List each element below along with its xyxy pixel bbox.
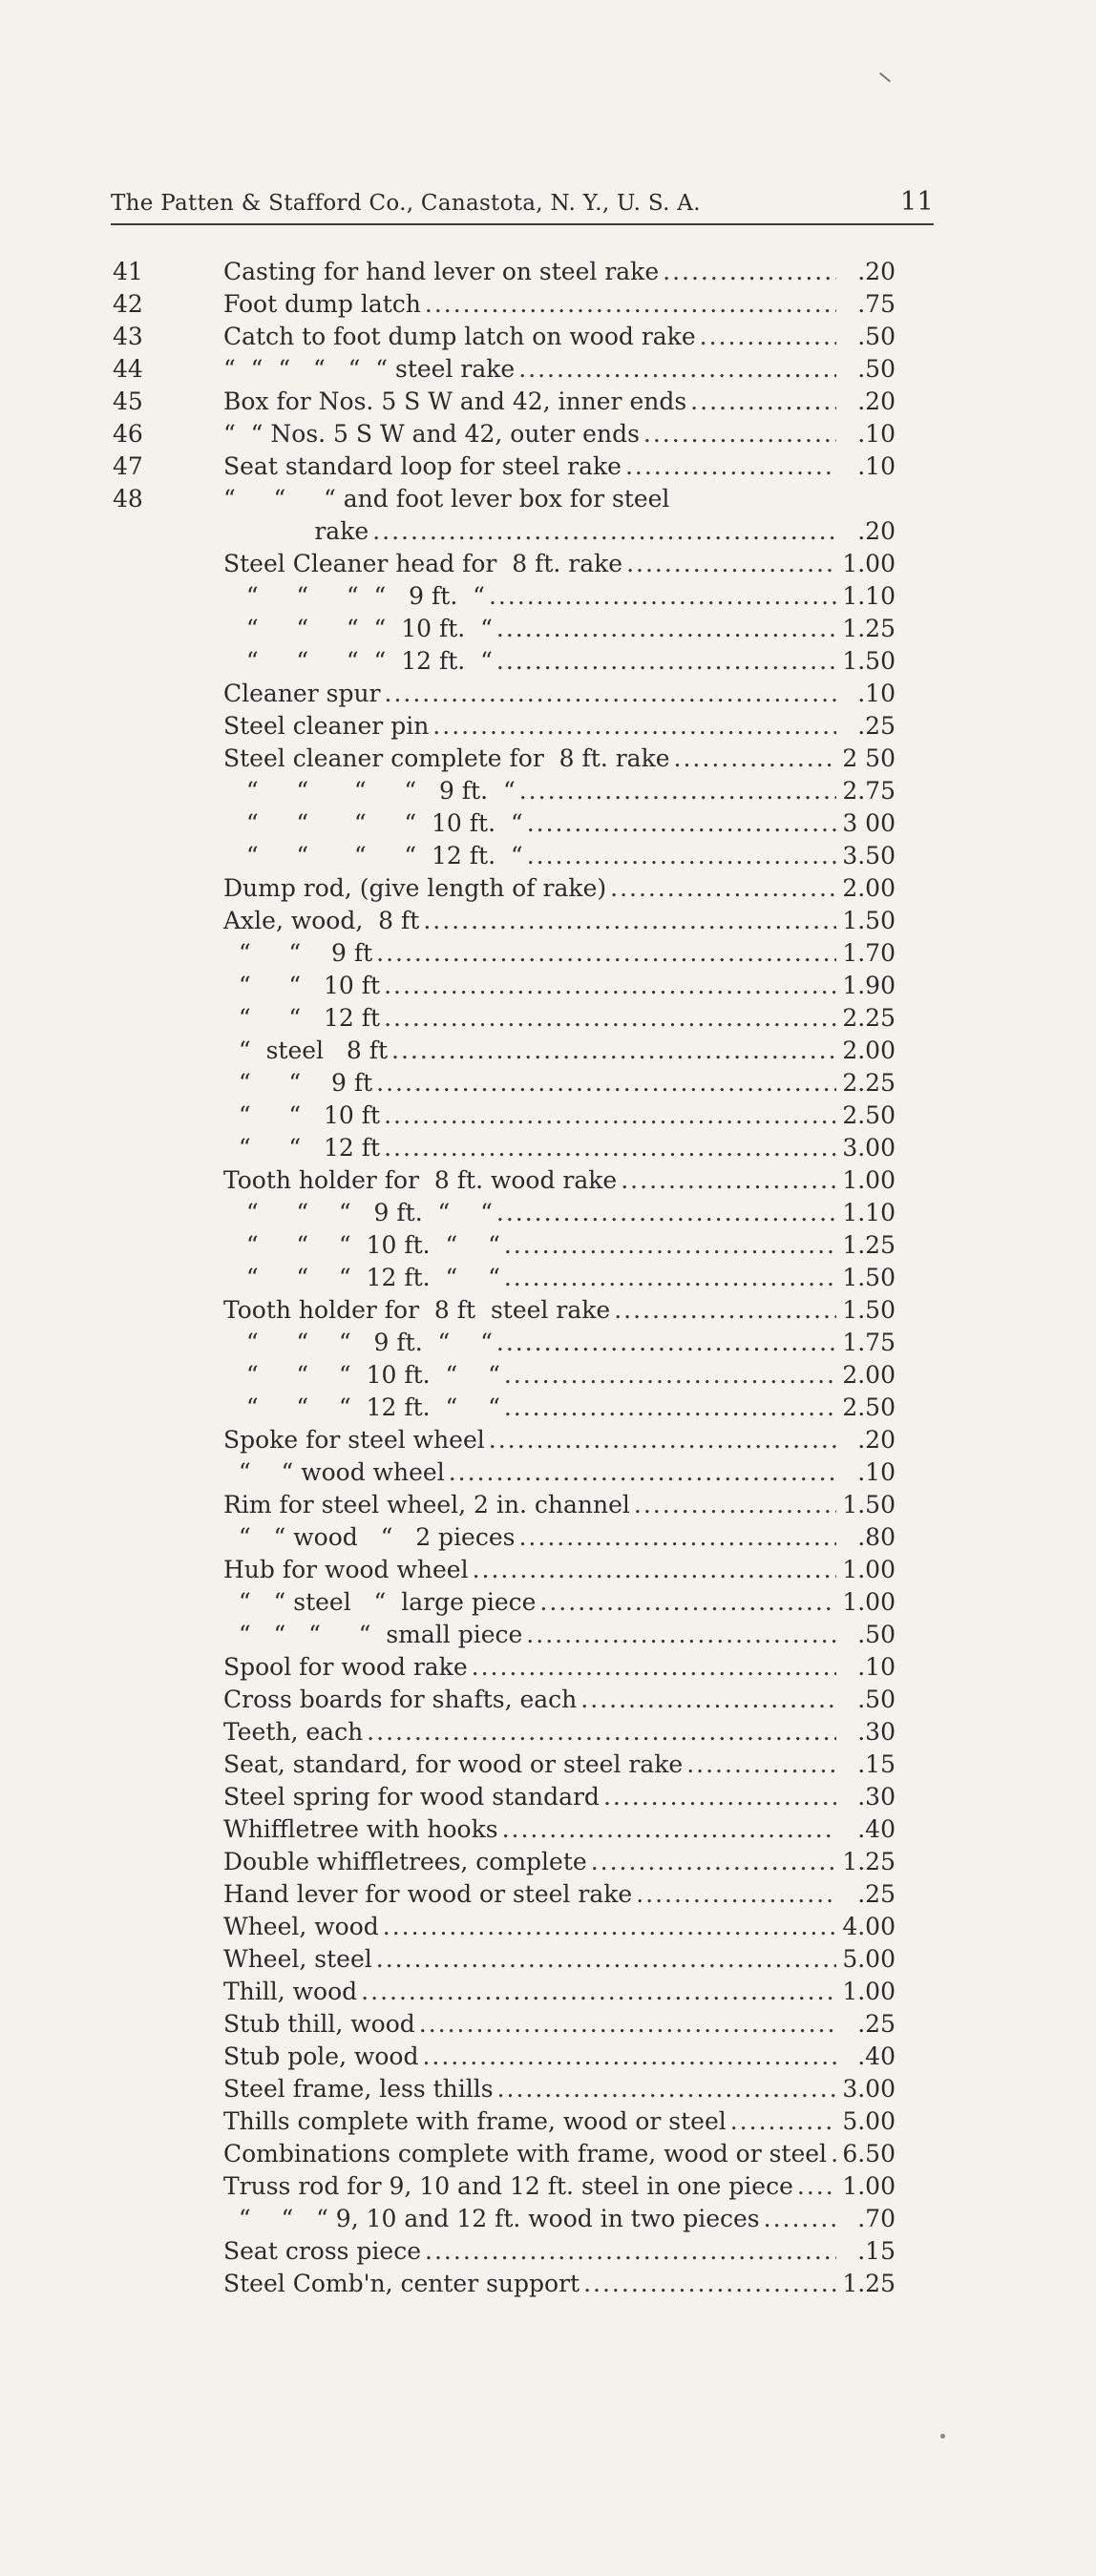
item-price: 1.50 <box>842 1491 896 1518</box>
list-item <box>113 645 896 678</box>
item-description: “ “ “ “ 9 ft. “ <box>223 582 485 610</box>
leader-dots <box>385 678 836 710</box>
item-price: .20 <box>857 258 896 285</box>
leader-dots <box>422 2041 836 2073</box>
item-description: Teeth, each <box>223 1718 364 1746</box>
item-description: “ “ 12 ft <box>223 1134 381 1162</box>
list-item <box>113 1976 896 2008</box>
leader-dots <box>614 1294 836 1327</box>
leader-dots <box>527 807 836 840</box>
list-item <box>113 970 896 1002</box>
item-price: .20 <box>857 1426 896 1454</box>
list-item <box>113 483 896 515</box>
item-price: .15 <box>857 1750 896 1778</box>
leader-dots <box>391 1035 836 1067</box>
list-item <box>113 1327 896 1359</box>
item-description: Rim for steel wheel, 2 in. channel <box>223 1491 630 1518</box>
item-description: Hand lever for wood or steel rake <box>223 1880 633 1908</box>
item-price: 1.00 <box>842 1556 896 1583</box>
item-price: 1.50 <box>842 907 896 934</box>
list-item <box>113 353 896 386</box>
item-description: “ “ “ “ 10 ft. “ <box>223 809 523 837</box>
list-item <box>113 321 896 353</box>
item-description: Spool for wood rake <box>223 1653 468 1681</box>
leader-dots <box>764 2203 836 2235</box>
item-price: 1.90 <box>842 972 896 999</box>
item-price: .10 <box>857 1653 896 1681</box>
item-description: Catch to foot dump latch on wood rake <box>223 323 696 350</box>
item-price: .70 <box>857 2205 896 2232</box>
leader-dots <box>425 2235 836 2268</box>
item-description: Whiffletree with hooks <box>223 1815 498 1843</box>
item-description: Steel Cleaner head for 8 ft. rake <box>223 550 623 577</box>
item-description: “ “ 9 ft <box>223 939 373 967</box>
page-header <box>111 187 934 217</box>
leader-dots <box>419 2008 836 2041</box>
item-description: “ “ steel “ large piece <box>223 1588 537 1616</box>
item-number: 45 <box>113 387 143 415</box>
list-item <box>113 1813 896 1846</box>
leader-dots <box>626 548 836 580</box>
list-item <box>113 1749 896 1781</box>
list-item <box>113 1911 896 1943</box>
item-price: 1.00 <box>842 1978 896 2005</box>
item-description: Steel frame, less thills <box>223 2075 494 2103</box>
list-item <box>113 1846 896 1878</box>
item-description: “ “ 10 ft <box>223 972 381 999</box>
item-description: “ “ “ “ 10 ft. “ <box>223 615 493 642</box>
list-item <box>113 1100 896 1132</box>
leader-dots <box>497 2073 836 2105</box>
item-price: .10 <box>857 1458 896 1486</box>
item-description: Truss rod for 9, 10 and 12 ft. steel in one piece <box>223 2172 793 2200</box>
leader-dots <box>432 710 836 743</box>
list-item <box>113 1262 896 1294</box>
item-description: “ “ “ 10 ft. “ “ <box>223 1231 500 1259</box>
list-item <box>113 1359 896 1392</box>
item-price: 2.00 <box>842 1037 896 1064</box>
list-item <box>113 840 896 872</box>
item-description: Thills complete with frame, wood or steel <box>223 2107 727 2135</box>
item-description: “ “ 10 ft <box>223 1101 381 1129</box>
item-description: Cross boards for shafts, each <box>223 1686 578 1713</box>
page-mark <box>879 73 891 83</box>
item-description: “ “ “ “ 12 ft. “ <box>223 647 493 675</box>
list-item <box>113 1716 896 1749</box>
item-description: Tooth holder for 8 ft. wood rake <box>223 1166 618 1194</box>
list-item <box>113 1489 896 1521</box>
list-item <box>113 807 896 840</box>
item-description: “ “ “ 12 ft. “ “ <box>223 1264 500 1291</box>
leader-dots <box>636 1878 836 1911</box>
item-description: “ “ “ “ 9 ft. “ <box>223 777 516 805</box>
item-price: 3 00 <box>842 809 896 837</box>
header-rule <box>111 223 934 225</box>
list-item <box>113 1132 896 1164</box>
item-price: .40 <box>857 2042 896 2070</box>
list-item <box>113 1943 896 1976</box>
item-description: “ “ 9 ft <box>223 1069 373 1097</box>
item-description: Cleaner spur <box>223 680 381 707</box>
item-price: 2.00 <box>842 1361 896 1389</box>
item-description: Dump rod, (give length of rake) <box>223 874 607 902</box>
list-item <box>113 256 896 288</box>
list-item <box>113 548 896 580</box>
item-description: “ “ “ “ 12 ft. “ <box>223 842 523 869</box>
leader-dots <box>591 1846 836 1878</box>
list-item <box>113 515 896 548</box>
item-description: “ “ “ 9 ft. “ “ <box>223 1329 493 1356</box>
item-description: “ “ “ 12 ft. “ “ <box>223 1393 500 1421</box>
list-item <box>113 386 896 418</box>
item-description: Seat cross piece <box>223 2237 422 2265</box>
leader-dots <box>496 1197 836 1229</box>
leader-dots <box>449 1456 836 1489</box>
leader-dots <box>489 580 836 613</box>
item-price: 1.50 <box>842 647 896 675</box>
item-price: .50 <box>857 1621 896 1648</box>
leader-dots <box>526 1619 836 1651</box>
list-item <box>113 1164 896 1197</box>
item-description: rake <box>223 517 369 545</box>
leader-dots <box>361 1976 836 2008</box>
item-price: .10 <box>857 420 896 448</box>
leader-dots <box>384 1002 836 1035</box>
item-description: “ “ wood “ 2 pieces <box>223 1523 516 1551</box>
item-description: Combinations complete with frame, wood or steel <box>223 2140 828 2168</box>
item-price: .80 <box>857 1523 896 1551</box>
item-price: .20 <box>857 387 896 415</box>
item-description: Spoke for steel wheel <box>223 1426 485 1454</box>
list-item <box>113 2105 896 2138</box>
list-item <box>113 1424 896 1456</box>
leader-dots <box>504 1229 836 1262</box>
leader-dots <box>730 2105 836 2138</box>
item-description: Steel cleaner complete for 8 ft. rake <box>223 744 670 772</box>
leader-dots <box>384 1100 836 1132</box>
leader-dots <box>384 970 836 1002</box>
list-item <box>113 450 896 483</box>
item-price: .25 <box>857 1880 896 1908</box>
leader-dots <box>539 1586 836 1619</box>
item-price: 1.00 <box>842 1588 896 1616</box>
item-price: 1.50 <box>842 1296 896 1324</box>
list-item <box>113 1002 896 1035</box>
item-price: 2.25 <box>842 1004 896 1032</box>
item-price: 3.00 <box>842 2075 896 2103</box>
item-price: 2.50 <box>842 1101 896 1129</box>
item-number: 47 <box>113 452 143 480</box>
item-description: Hub for wood wheel <box>223 1556 469 1583</box>
item-price: .10 <box>857 680 896 707</box>
list-item <box>113 1878 896 1911</box>
item-price: 6.50 <box>842 2140 896 2168</box>
leader-dots <box>472 1651 836 1684</box>
list-item <box>113 872 896 905</box>
list-item <box>113 1197 896 1229</box>
item-price: .50 <box>857 323 896 350</box>
item-price: .30 <box>857 1783 896 1811</box>
item-description: “ “ “ “ small piece <box>223 1621 523 1648</box>
parts-price-list <box>113 256 896 2300</box>
list-item <box>113 775 896 807</box>
leader-dots <box>496 613 836 645</box>
list-item <box>113 288 896 321</box>
item-description: Seat, standard, for wood or steel rake <box>223 1750 684 1778</box>
list-item <box>113 2008 896 2041</box>
leader-dots <box>700 321 836 353</box>
item-description: Seat standard loop for steel rake <box>223 452 622 480</box>
leader-dots <box>496 1327 836 1359</box>
list-item <box>113 2073 896 2105</box>
list-item <box>113 1456 896 1489</box>
list-item <box>113 905 896 937</box>
item-price: 1.25 <box>842 1231 896 1259</box>
item-description: Stub pole, wood <box>223 2042 419 2070</box>
item-price: .50 <box>857 1686 896 1713</box>
leader-dots <box>686 1749 836 1781</box>
leader-dots <box>372 515 836 548</box>
list-item <box>113 2041 896 2073</box>
item-price: 1.00 <box>842 550 896 577</box>
item-price: 1.10 <box>842 582 896 610</box>
item-number: 42 <box>113 290 143 318</box>
item-number: 43 <box>113 323 143 350</box>
leader-dots <box>831 2138 836 2170</box>
item-price: 2.75 <box>842 777 896 805</box>
leader-dots <box>504 1262 836 1294</box>
leader-dots <box>583 2268 836 2300</box>
list-item <box>113 1781 896 1813</box>
list-item <box>113 613 896 645</box>
leader-dots <box>610 872 836 905</box>
item-price: .40 <box>857 1815 896 1843</box>
leader-dots <box>384 1132 836 1164</box>
page-mark <box>940 2434 945 2439</box>
leader-dots <box>376 937 836 970</box>
leader-dots <box>797 2170 836 2203</box>
item-description: Wheel, steel <box>223 1945 372 1973</box>
leader-dots <box>473 1554 836 1586</box>
page-number: 11 <box>900 187 934 217</box>
item-price: .15 <box>857 2237 896 2265</box>
item-number: 46 <box>113 420 143 448</box>
item-price: 2.25 <box>842 1069 896 1097</box>
list-item <box>113 937 896 970</box>
item-description: Steel spring for wood standard <box>223 1783 600 1811</box>
item-price: 1.50 <box>842 1264 896 1291</box>
item-description: Double whiffletrees, complete <box>223 1848 587 1875</box>
item-description: “ “ wood wheel <box>223 1458 445 1486</box>
item-description: Steel cleaner pin <box>223 712 430 740</box>
item-price: 3.50 <box>842 842 896 869</box>
list-item <box>113 1651 896 1684</box>
item-description: “ “ “ and foot lever box for steel <box>223 485 670 513</box>
item-description: “ “ “ “ “ “ steel rake <box>223 355 516 383</box>
item-description: “ “ “ 9 ft. “ “ <box>223 1199 493 1226</box>
list-item <box>113 1035 896 1067</box>
item-description: “ “ “ 10 ft. “ “ <box>223 1361 500 1389</box>
item-description: “ “ Nos. 5 S W and 42, outer ends <box>223 420 640 448</box>
leader-dots <box>376 1067 836 1100</box>
item-price: 1.00 <box>842 1166 896 1194</box>
list-item <box>113 580 896 613</box>
leader-dots <box>425 288 836 321</box>
leader-dots <box>519 775 836 807</box>
item-price: 4.00 <box>842 1913 896 1940</box>
item-price: 2.50 <box>842 1393 896 1421</box>
leader-dots <box>643 418 836 450</box>
list-item <box>113 2268 896 2300</box>
item-price: 1.75 <box>842 1329 896 1356</box>
leader-dots <box>690 386 836 418</box>
item-price: 1.00 <box>842 2172 896 2200</box>
item-price: 5.00 <box>842 1945 896 1973</box>
company-line: The Patten & Stafford Co., Canastota, N. Y., U. S. A. <box>111 191 701 216</box>
leader-dots <box>489 1424 836 1456</box>
item-price: .20 <box>857 517 896 545</box>
list-item <box>113 1554 896 1586</box>
list-item <box>113 1067 896 1100</box>
leader-dots <box>663 256 836 288</box>
leader-dots <box>621 1164 836 1197</box>
list-item <box>113 2235 896 2268</box>
item-price: .75 <box>857 290 896 318</box>
item-description: Thill, wood <box>223 1978 358 2005</box>
item-price: .25 <box>857 712 896 740</box>
item-price: 1.10 <box>842 1199 896 1226</box>
leader-dots <box>625 450 836 483</box>
item-price: 1.25 <box>842 615 896 642</box>
item-price: 2 50 <box>842 744 896 772</box>
list-item <box>113 1619 896 1651</box>
list-item <box>113 2170 896 2203</box>
leader-dots <box>580 1684 836 1716</box>
item-price: 2.00 <box>842 874 896 902</box>
item-price: .25 <box>857 2010 896 2038</box>
leader-dots <box>502 1813 836 1846</box>
leader-dots <box>367 1716 836 1749</box>
list-item <box>113 2138 896 2170</box>
list-item <box>113 1392 896 1424</box>
leader-dots <box>376 1943 836 1976</box>
leader-dots <box>504 1359 836 1392</box>
item-price: .10 <box>857 452 896 480</box>
leader-dots <box>423 905 836 937</box>
list-item <box>113 2203 896 2235</box>
item-number: 41 <box>113 258 143 285</box>
leader-dots <box>634 1489 836 1521</box>
leader-dots <box>518 353 836 386</box>
item-description: Casting for hand lever on steel rake <box>223 258 660 285</box>
item-description: “ “ “ 9, 10 and 12 ft. wood in two pieces <box>223 2205 760 2232</box>
leader-dots <box>504 1392 836 1424</box>
list-item <box>113 418 896 450</box>
item-description: Axle, wood, 8 ft <box>223 907 420 934</box>
item-description: Steel Comb'n, center support <box>223 2270 580 2297</box>
item-description: “ steel 8 ft <box>223 1037 389 1064</box>
list-item <box>113 1229 896 1262</box>
item-description: Wheel, wood <box>223 1913 379 1940</box>
item-number: 44 <box>113 355 143 383</box>
leader-dots <box>383 1911 836 1943</box>
item-description: “ “ 12 ft <box>223 1004 381 1032</box>
item-price: 1.25 <box>842 1848 896 1875</box>
item-description: Box for Nos. 5 S W and 42, inner ends <box>223 387 687 415</box>
list-item <box>113 743 896 775</box>
item-price: 1.25 <box>842 2270 896 2297</box>
leader-dots <box>603 1781 836 1813</box>
item-description: Foot dump latch <box>223 290 421 318</box>
leader-dots <box>527 840 836 872</box>
list-item <box>113 1586 896 1619</box>
item-price: 3.00 <box>842 1134 896 1162</box>
leader-dots <box>674 743 836 775</box>
item-price: .30 <box>857 1718 896 1746</box>
list-item <box>113 678 896 710</box>
item-description: Stub thill, wood <box>223 2010 415 2038</box>
list-item <box>113 710 896 743</box>
list-item <box>113 1521 896 1554</box>
item-description: Tooth holder for 8 ft steel rake <box>223 1296 611 1324</box>
item-number: 48 <box>113 485 143 513</box>
leader-dots <box>518 1521 836 1554</box>
list-item <box>113 1684 896 1716</box>
list-item <box>113 1294 896 1327</box>
leader-dots <box>496 645 836 678</box>
item-price: 5.00 <box>842 2107 896 2135</box>
item-price: .50 <box>857 355 896 383</box>
item-price: 1.70 <box>842 939 896 967</box>
